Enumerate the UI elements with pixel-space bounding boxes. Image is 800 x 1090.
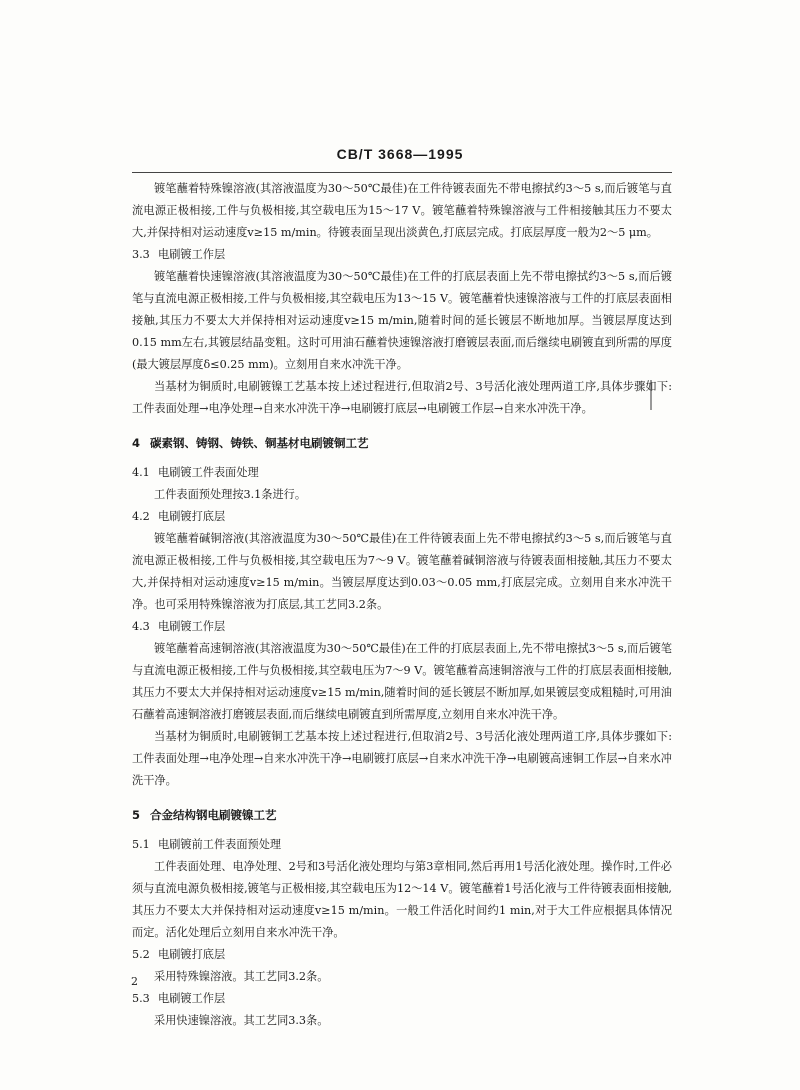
subsection-number: 5.1 [132, 838, 150, 851]
subsection-title: 电刷镀工作层 [158, 992, 226, 1005]
section-number: 5 [132, 808, 141, 822]
paragraph: 工件表面预处理按3.1条进行。 [154, 488, 307, 501]
paragraph: 采用快速镍溶液。其工艺同3.3条。 [154, 1014, 329, 1027]
paragraph: 采用特殊镍溶液。其工艺同3.2条。 [154, 970, 329, 983]
subsection-heading [132, 988, 672, 1010]
paragraph: 镀笔蘸着特殊镍溶液(其溶液温度为30～50℃最佳)在工件待镀表面先不带电擦拭约3～5 s,而后镀笔与直流电源正极相接,工件与负极相接,其空载电压为15～17 V。镀笔蘸着特殊镍溶液与工件相接触其压力不要太大,并保持相对运动速度v≥15 m/min。待镀表面呈现出淡黄色,打底层完成。打底层厚度一般为2～5 μm。 [132, 182, 672, 239]
subsection-heading [132, 506, 672, 528]
subsection-title: 电刷镀前工件表面预处理 [158, 838, 282, 851]
subsection-heading [132, 944, 672, 966]
subsection-title: 电刷镀工件表面处理 [158, 466, 259, 479]
document-body [132, 178, 672, 1032]
paragraph: 镀笔蘸着高速铜溶液(其溶液温度为30～50℃最佳)在工件的打底层表面上,先不带电擦拭3～5 s,而后镀笔与直流电源正极相接,工件与负极相接,其空载电压为7～9 V。镀笔蘸着高速铜溶液与工件的打底层表面相接触,其压力不要太大并保持相对运动速度v≥15 m/min,随着时间的延长镀层不断加厚,如果镀层变成粗糙时,可用油石蘸着高速铜溶液打磨镀层表面,而后继续电刷镀直到所需厚度,立刻用自来水冲洗干净。 [132, 642, 672, 721]
subsection-heading [132, 462, 672, 484]
section-number: 4 [132, 436, 141, 450]
section-heading [132, 804, 672, 826]
subsection-number: 4.3 [132, 620, 150, 633]
subsection-number: 3.3 [132, 248, 150, 261]
subsection-title: 电刷镀打底层 [158, 510, 226, 523]
subsection-number: 5.2 [132, 948, 150, 961]
subsection-number: 4.2 [132, 510, 150, 523]
subsection-heading [132, 834, 672, 856]
section-title: 碳素钢、铸钢、铸铁、铜基材电刷镀铜工艺 [150, 436, 369, 450]
subsection-heading [132, 616, 672, 638]
page-number: 2 [131, 975, 138, 988]
header-rule [132, 172, 672, 173]
subsection-title: 电刷镀打底层 [158, 948, 226, 961]
paragraph: 当基材为铜质时,电刷镀镍工艺基本按上述过程进行,但取消2号、3号活化液处理两道工序,具体步骤如下:工件表面处理→电净处理→自来水冲洗干净→电刷镀打底层→电刷镀工作层→自来水冲洗干净。 [132, 380, 672, 415]
subsection-number: 5.3 [132, 992, 150, 1005]
subsection-title: 电刷镀工作层 [158, 620, 226, 633]
document-header: CB/T 3668—1995 [336, 146, 464, 162]
paragraph: 镀笔蘸着快速镍溶液(其溶液温度为30～50℃最佳)在工件的打底层表面上先不带电擦拭约3～5 s,而后镀笔与直流电源正极相接,工件与负极相接,其空载电压为13～15 V。镀笔蘸着快速镍溶液与工件的打底层表面相接触,其压力不要太大并保持相对运动速度v≥15 m/min,随着时间的延长镀层不断地加厚。当镀层厚度达到0.15 mm左右,其镀层结晶变粗。这时可用油石蘸着快速镍溶液打磨镀层表面,而后继续电刷镀直到所需的厚度(最大镀层厚度δ≤0.25 mm)。立刻用自来水冲洗干净。 [132, 270, 672, 371]
subsection-heading [132, 244, 672, 266]
section-title: 合金结构钢电刷镀镍工艺 [150, 808, 277, 822]
section-heading [132, 432, 672, 454]
paragraph: 镀笔蘸着碱铜溶液(其溶液温度为30～50℃最佳)在工件待镀表面上先不带电擦拭约3～5 s,而后镀笔与直流电源正极相接,工件与负极相接,其空载电压为7～9 V。镀笔蘸着碱铜溶液与待镀表面相接触,其压力不要太大,并保持相对运动速度v≥15 m/min。当镀层厚度达到0.03～0.05 mm,打底层完成。立刻用自来水冲洗干净。也可采用特殊镍溶液为打底层,其工艺同3.2条。 [132, 532, 672, 611]
subsection-number: 4.1 [132, 466, 150, 479]
subsection-title: 电刷镀工作层 [158, 248, 226, 261]
paragraph: 当基材为铜质时,电刷镀铜工艺基本按上述过程进行,但取消2号、3号活化液处理两道工序,具体步骤如下:工件表面处理→电净处理→自来水冲洗干净→电刷镀打底层→自来水冲洗干净→电刷镀高速铜工作层→自来水冲洗干净。 [132, 730, 672, 787]
paragraph: 工件表面处理、电净处理、2号和3号活化液处理均与第3章相同,然后再用1号活化液处理。操作时,工件必须与直流电源负极相接,镀笔与正极相接,其空载电压为12～14 V。镀笔蘸着1号活化液与工件待镀表面相接触,其压力不要太大并保持相对运动速度v≥15 m/min。一般工件活化时间约1 min,对于大工件应根据具体情况而定。活化处理后立刻用自来水冲洗干净。 [132, 860, 672, 939]
